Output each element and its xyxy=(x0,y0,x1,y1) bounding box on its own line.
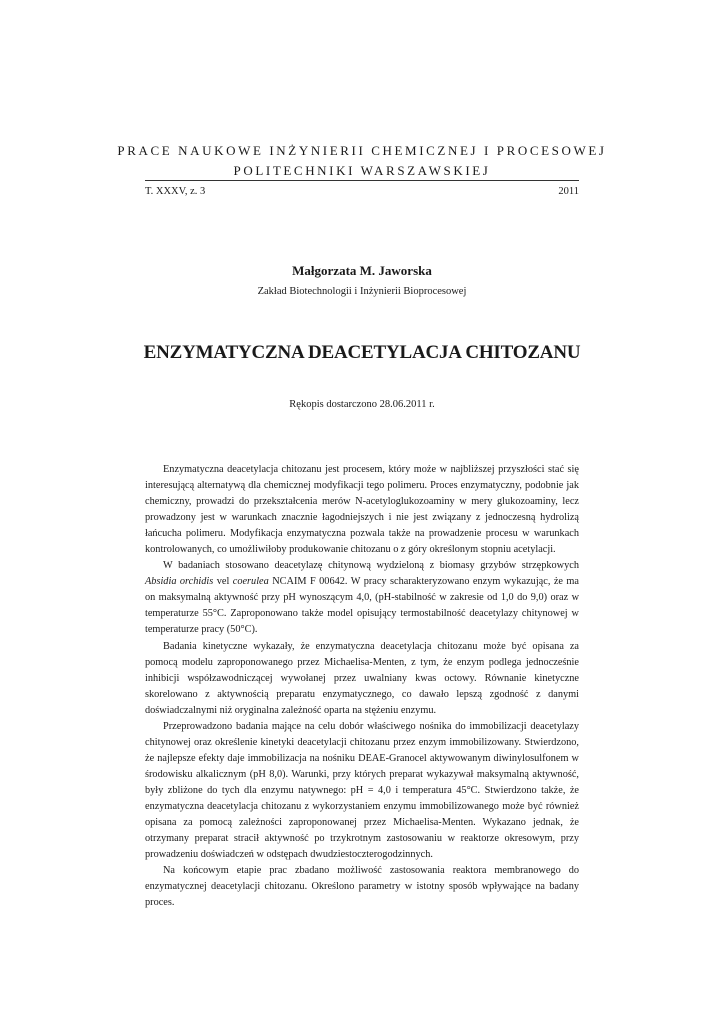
abstract-paragraph-2-text-b: NCAIM F 00642. W pracy scharakteryzowano enzym wykazując, że ma on maksymalną aktywność przy pH wynoszącym 4,0, (pH-stabilność w zakresie od 1,0 do 9,0) oraz w temperaturze 55°C. Zaproponowano także model opisujący termostabilność deacetylazy chitynowej w temperaturze pracy (50°C). xyxy=(145,576,579,636)
abstract-paragraph-2-text-a: W badaniach stosowano deacetylazę chitynową wydzieloną z biomasy grzybów strzępkowych xyxy=(163,560,579,572)
author-name: Małgorzata M. Jaworska xyxy=(292,263,432,278)
abstract xyxy=(145,462,579,911)
author-affiliation: Zakład Biotechnologii i Inżynierii Bioprocesowej xyxy=(257,286,467,297)
journal-title-line-2: POLITECHNIKI WARSZAWSKIEJ xyxy=(233,163,491,178)
abstract-paragraph-1: Enzymatyczna deacetylacja chitozanu jest procesem, który może w najbliższej przyszłości stać się interesującą alternatywą dla chemicznej modyfikacji tego polimeru. Proces enzymatyczny, podobnie jak chemiczny, prowadzi do przekształcenia merów N-acetyloglukozoaminy w mery glukozoaminy, lecz prowadzony jest w warunkach znacznie łagodniejszych i nie jest związany z jednoczesną hydrolizą łańcucha polimeru. Modyfikacja enzymatyczna pozwala także na prowadzenie procesu w warunkach kontrolowanych, co umożliwiłoby produkowanie chitozanu o z góry określonym stopniu acetylacji. xyxy=(145,464,579,556)
abstract-paragraph-2 xyxy=(145,558,579,638)
header-rule xyxy=(145,180,579,181)
journal-title-line-1: PRACE NAUKOWE INŻYNIERII CHEMICZNEJ I PROCESOWEJ xyxy=(117,143,607,158)
abstract-paragraph-4: Przeprowadzono badania mające na celu dobór właściwego nośnika do immobilizacji deacetylazy chitynowej oraz określenie kinetyki deacetylacji chitozanu przez enzym immobilizowany. Stwierdzono, że najlepsze efekty daje immobilizacja na nośniku DEAE-Granocel aktywowanym diwinylosulfonem w środowisku alkalicznym (pH 8,0). Warunki, przy których preparat wykazywał maksymalną aktywność, były zbliżone do tych dla enzymu natywnego: pH = 4,0 i temperatura 45°C. Stwierdzono także, że enzymatyczna deacetylacja chitozanu z wykorzystaniem enzymu immobilizowanego może być również opisana za pomocą zależności zaproponowanej przez Michaelisa-Menten. Wykazano jednak, że otrzymany preparat stracił aktywność po trzykrotnym zastosowaniu w reaktorze okresowym, przy prowadzeniu doświadczeń w odstępach dwudziestoczterogodzinnych. xyxy=(145,720,579,861)
journal-title xyxy=(0,141,724,181)
volume-line xyxy=(145,186,579,197)
abstract-paragraph-2-vel: vel xyxy=(213,576,233,588)
publication-year: 2011 xyxy=(558,186,579,197)
article-title: ENZYMATYCZNA DEACETYLACJA CHITOZANU xyxy=(143,342,581,363)
variety-name: coerulea xyxy=(232,576,269,588)
abstract-paragraph-5: Na końcowym etapie prac zbadano możliwość zastosowania reaktora membranowego do enzymatycznej deacetylacji chitozanu. Określono parametry w istotny sposób wpływające na badany proces. xyxy=(145,865,579,909)
received-date: Rękopis dostarczono 28.06.2011 r. xyxy=(289,399,435,410)
abstract-paragraph-3: Badania kinetyczne wykazały, że enzymatyczna deacetylacja chitozanu może być opisana za pomocą modelu zaproponowanego przez Michaelisa-Menten, z tym, że enzym podlega jednocześnie inhibicji współzawodniczącej wywołanej przez uwalniany kwas octowy. Równanie kinetyczne skorelowano z aktywnością preparatu enzymatycznego, co dawało lepszą zgodność z danymi doświadczalnymi niż oryginalna zależność oparta na stężeniu enzymu. xyxy=(145,640,579,716)
volume-number: T. XXXV, z. 3 xyxy=(145,186,206,197)
species-name: Absidia orchidis xyxy=(145,576,214,588)
